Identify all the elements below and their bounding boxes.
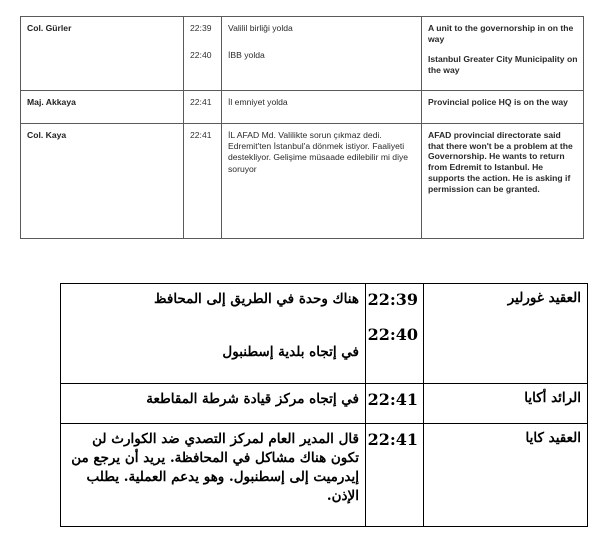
table-row [21,124,584,239]
speaker-name: Col. Kaya [21,124,184,239]
table-row [61,384,588,424]
speaker-name: العقيد غورلير [424,284,588,384]
english-text: A unit to the governorship in on the way [428,23,574,44]
timestamp: 22:41 [366,384,424,424]
speaker-name: Maj. Akkaya [21,91,184,124]
transcript-table-turkish-english [20,16,584,239]
timestamp-cell [366,284,424,384]
table-row [61,424,588,527]
timestamp: 22:41 [184,91,222,124]
turkish-text-cell [222,17,422,91]
arabic-text: هناك وحدة في الطريق إلى المحافظ [154,291,359,307]
turkish-text: İBB yolda [228,50,265,61]
timestamp: 22:39 [190,23,212,33]
table-row [21,17,584,91]
speaker-name: Col. Gürler [21,17,184,91]
english-text: Provincial police HQ is on the way [422,91,584,124]
speaker-name: الرائد أكايا [424,384,588,424]
timestamp: 22:40 [190,50,212,61]
timestamp: 22:41 [366,424,424,527]
arabic-text: في إتجاه بلدية إسطنبول [222,344,359,361]
english-text-cell [422,17,584,91]
timestamp-cell [184,17,222,91]
turkish-text: Valilil birliği yolda [228,23,293,33]
speaker-name: العقيد كايا [424,424,588,527]
table-row [21,91,584,124]
turkish-text: İl emniyet yolda [222,91,422,124]
timestamp: 22:41 [184,124,222,239]
timestamp: 22:39 [367,290,418,309]
timestamp: 22:40 [367,325,418,344]
english-text: AFAD provincial directorate said that there won't be a problem at the Governorship. He wants to return from Edremit to Istanbul. He supports the action. He is asking if permission can be granted. [422,124,584,239]
arabic-text: قال المدير العام لمركز التصدي ضد الكوارث لن تكون هناك مشاكل في المحافظة. يريد أن يرجع من إيدرميت إلى إسطنبول. وهو يدعم العملية. يطلب الإذن. [61,424,366,527]
english-text: Istanbul Greater City Municipality on the way [428,54,578,76]
table-row [61,284,588,384]
arabic-text: في إتجاه مركز قيادة شرطة المقاطعة [61,384,366,424]
arabic-text-cell [61,284,366,384]
transcript-table-arabic [60,283,588,527]
turkish-text: İL AFAD Md. Valilikte sorun çıkmaz dedi. Edremit'ten İstanbul'a dönmek istiyor. Faaliyeti destekliyor. Gelişime müsaade edilebilir mi diye soruyor [222,124,422,239]
